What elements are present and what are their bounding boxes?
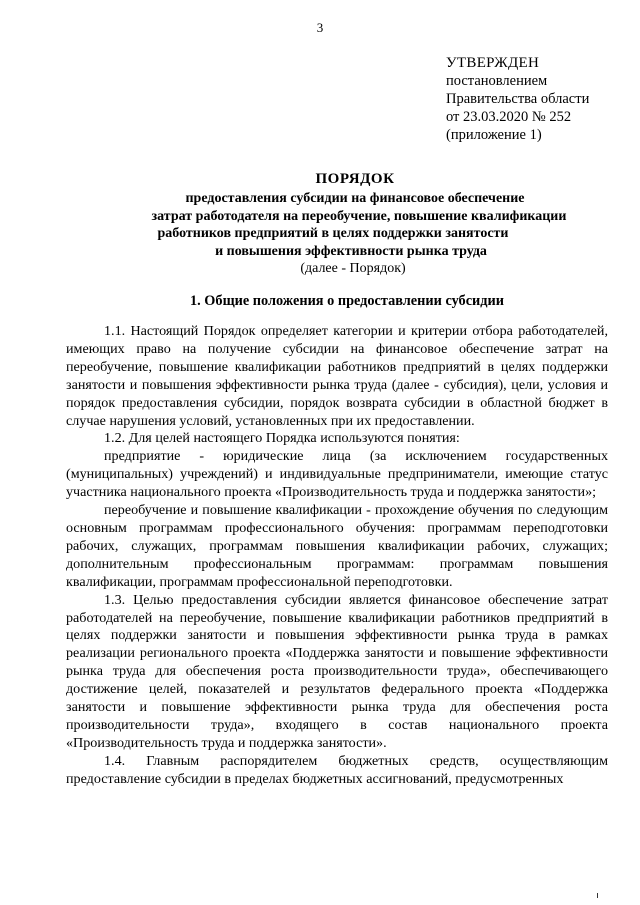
page-number: 3 — [316, 20, 324, 35]
paragraph-1-2: 1.2. Для целей настоящего Порядка используются понятия: — [104, 430, 460, 447]
approval-line: от 23.03.2020 № 252 — [446, 109, 572, 125]
document-title-block — [60, 168, 640, 277]
section-body — [66, 323, 608, 789]
subtitle-line: работников предприятий в целях поддержки занятости — [157, 226, 509, 241]
approval-line: постановлением — [446, 73, 548, 89]
approval-line: Правительства области — [446, 91, 590, 107]
definition-enterprise: предприятие - юридические лица (за исключением государственных (муниципальных) учреждений) и индивидуальные предприниматели, имеющие статус участника национального проекта «Производительность труда и поддержка занятости»; — [66, 448, 608, 501]
document-subtitle — [60, 190, 640, 260]
approval-line: (приложение 1) — [446, 127, 542, 143]
subtitle-line: предоставления субсидии на финансовое обеспечение — [185, 191, 525, 206]
definition-retraining: переобучение и повышение квалификации - прохождение обучения по следующим основным программам профессионального обучения: программам переподготовки рабочих, служащих, программам повышения квалификации рабочих, служащих; дополнительным профессиональным программам: программам повышения квалификации, программам профессиональной переподготовки. — [66, 502, 608, 590]
subtitle-line: затрат работодателя на переобучение, повышение квалификации — [151, 208, 567, 224]
paragraph-1-3: 1.3. Целью предоставления субсидии является финансовое обеспечение затрат работодателей на переобучение, повышение квалификации работников предприятий в целях поддержки занятости и повышения эффективности рынка труда в рамках реализации регионального проекта «Поддержка занятости и повышение эффективности рынка труда для обеспечения роста производительности труда», обеспечивающего достижение целей, показателей и результатов федерального проекта «Поддержка занятости и повышение эффективности рынка труда для обеспечения роста производительности труда», входящего в состав национального проекта «Производительность труда и поддержка занятости». — [66, 591, 608, 751]
approval-stamp — [446, 54, 589, 144]
title-note: (далее - Порядок) — [300, 261, 406, 276]
paragraph-1-4: 1.4. Главным распорядителем бюджетных средств, осуществляющим предоставление субсидии в пределах бюджетных ассигнований, предусмотренных — [66, 752, 608, 787]
scan-mark — [597, 893, 598, 898]
paragraph-1-1: 1.1. Настоящий Порядок определяет категории и критерии отбора работодателей, имеющих право на получение субсидии на финансовое обеспечение затрат на переобучение, повышение квалификации работников предприятий в целях поддержки занятости и повышения эффективности рынка труда (далее - субсидия), цели, условия и порядок предоставления субсидии, порядок возврата субсидии в областной бюджет в случае нарушения условий, установленных при их предоставлении. — [66, 323, 608, 429]
section-heading: 1. Общие положения о предоставлении субсидии — [190, 293, 504, 309]
document-title: ПОРЯДОК — [315, 171, 395, 187]
approval-head: УТВЕРЖДЕН — [446, 55, 540, 71]
subtitle-line: и повышения эффективности рынка труда — [215, 243, 487, 259]
